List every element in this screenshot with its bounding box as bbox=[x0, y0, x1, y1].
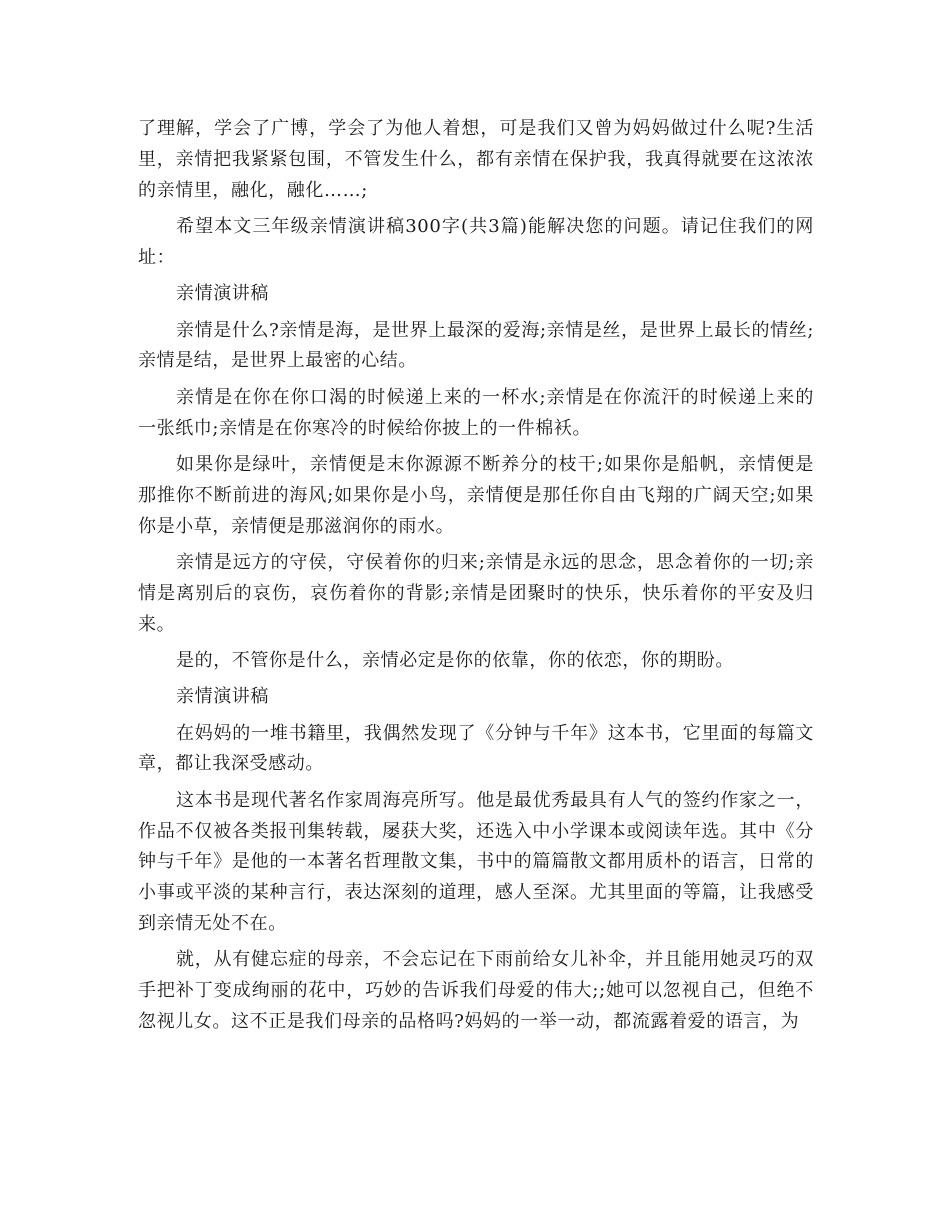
document-body bbox=[138, 114, 814, 1043]
paragraph-3: 亲情是什么?亲情是海，是世界上最深的爱海;亲情是丝，是世界上最长的情丝;亲情是结，是世界上最密的心结。 bbox=[138, 319, 814, 372]
paragraph-6: 亲情是远方的守侯，守侯着你的归来;亲情是永远的思念，思念着你的一切;亲情是离别后的哀伤，哀伤着你的背影;亲情是团聚时的快乐，快乐着你的平安及归来。 bbox=[138, 551, 814, 635]
paragraph-7: 是的，不管你是什么，亲情必定是你的依靠，你的依恋，你的期盼。 bbox=[176, 649, 734, 671]
paragraph-10: 就，从有健忘症的母亲，不会忘记在下雨前给女儿补伞，并且能用她灵巧的双手把补丁变成绚丽的花中，巧妙的告诉我们母爱的伟大;;她可以忽视自己，但绝不忽视儿女。这不正是我们母亲的品格吗?妈妈的一举一动，都流露着爱的语言，为 bbox=[138, 949, 814, 1033]
paragraph-1: 了理解，学会了广博，学会了为他人着想，可是我们又曾为妈妈做过什么呢?生活里，亲情把我紧紧包围，不管发生什么，都有亲情在保护我，我真得就要在这浓浓的亲情里，融化，融化……; bbox=[138, 118, 814, 201]
paragraph-2: 希望本文三年级亲情演讲稿300字(共3篇)能解决您的问题。请记住我们的网址： bbox=[138, 215, 814, 268]
section-heading-1: 亲情演讲稿 bbox=[176, 283, 269, 305]
section-heading-2: 亲情演讲稿 bbox=[176, 686, 269, 708]
paragraph-8: 在妈妈的一堆书籍里，我偶然发现了《分钟与千年》这本书，它里面的每篇文章，都让我深受感动。 bbox=[138, 722, 814, 775]
paragraph-4: 亲情是在你在你口渴的时候递上来的一杯水;亲情是在你流汗的时候递上来的一张纸巾;亲情是在你寒冷的时候给你披上的一件棉袄。 bbox=[138, 386, 814, 439]
paragraph-9: 这本书是现代著名作家周海亮所写。他是最优秀最具有人气的签约作家之一，作品不仅被各类报刊集转载，屡获大奖，还选入中小学课本或阅读年选。其中《分钟与千年》是他的一本著名哲理散文集，书中的篇篇散文都用质朴的语言，日常的小事或平淡的某种言行，表达深刻的道理，感人至深。尤其里面的等篇，让我感受到亲情无处不在。 bbox=[138, 789, 814, 935]
paragraph-5: 如果你是绿叶，亲情便是末你源源不断养分的枝干;如果你是船帆，亲情便是那推你不断前进的海风;如果你是小鸟，亲情便是那任你自由飞翔的广阔天空;如果你是小草，亲情便是那滋润你的雨水。 bbox=[138, 453, 814, 537]
